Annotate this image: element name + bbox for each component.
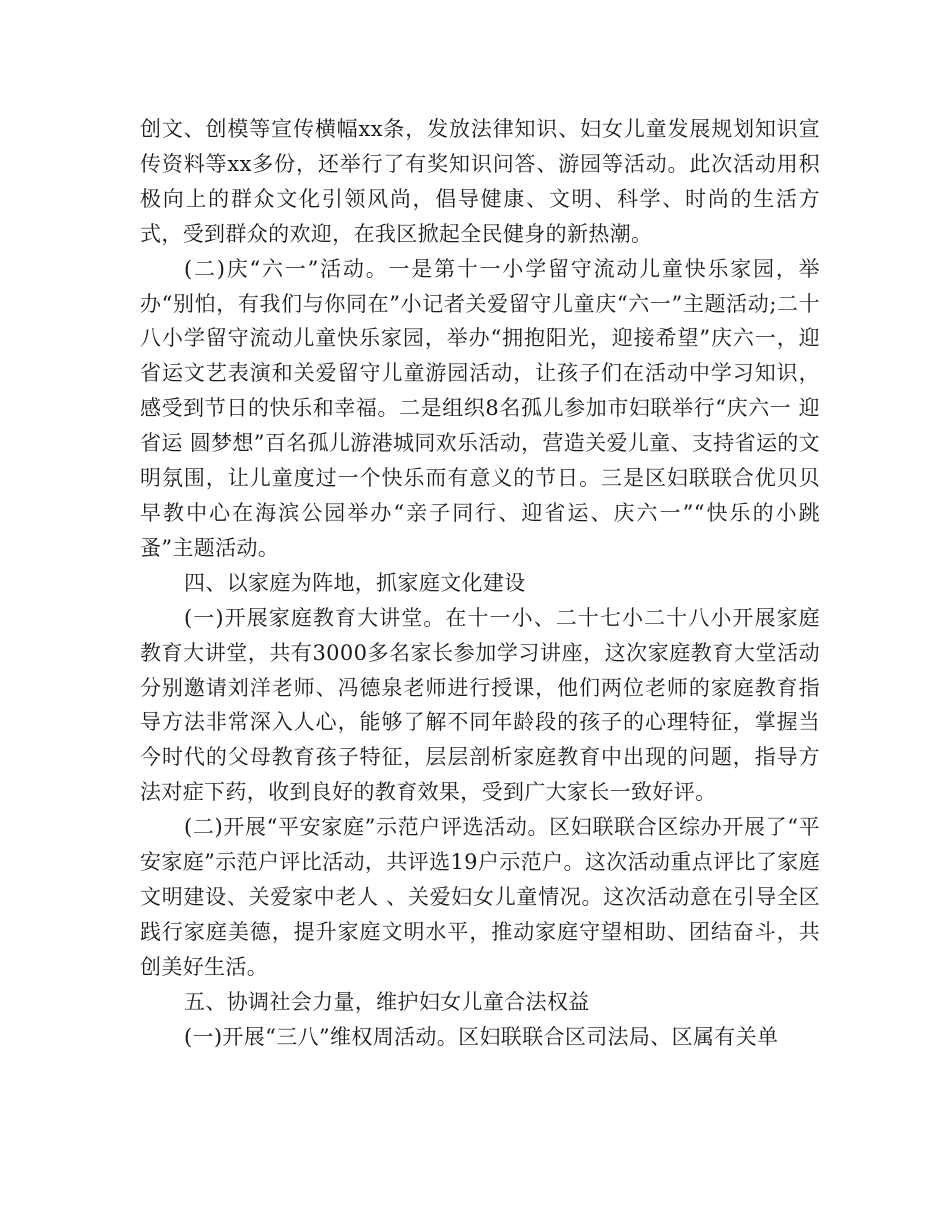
paragraph-2: (二)庆“六一”活动。一是第十一小学留守流动儿童快乐家园，举办“别怕，有我们与你同在”小记者关爱留守儿童庆“六一”主题活动;二十八小学留守流动儿童快乐家园，举办“拥抱阳光，迎接希望”庆六一，迎省运文艺表演和关爱留守儿童游园活动，让孩子们在活动中学习知识，感受到节日的快乐和幸福。二是组织8名孤儿参加市妇联举行“庆六一 迎省运 圆梦想”百名孤儿游港城同欢乐活动，营造关爱儿童、支持省运的文明氛围，让儿童度过一个快乐而有意义的节日。三是区妇联联合优贝贝早教中心在海滨公园举办“亲子同行、迎省运、庆六一”“快乐的小跳蚤”主题活动。 <box>140 256 820 560</box>
paragraph-5: (一)开展“三八”维权周活动。区妇联联合区司法局、区属有关单 <box>184 1024 779 1049</box>
paragraph-3: (一)开展家庭教育大讲堂。在十一小、二十七小二十八小开展家庭教育大讲堂，共有3000多名家长参加学习讲座，这次家庭教育大堂活动分别邀请刘洋老师、冯德泉老师进行授课，他们两位老师的家庭教育指导方法非常深入人心，能够了解不同年龄段的孩子的心理特征，掌握当今时代的父母教育孩子特征，层层剖析家庭教育中出现的问题，指导方法对症下药，收到良好的教育效果，受到广大家长一致好评。 <box>140 605 820 805</box>
section-heading-4: 四、以家庭为阵地，抓家庭文化建设 <box>184 570 526 595</box>
paragraph-1: 创文、创模等宣传横幅xx条，发放法律知识、妇女儿童发展规划知识宣传资料等xx多份，还举行了有奖知识问答、游园等活动。此次活动用积极向上的群众文化引领风尚，倡导健康、文明、科学、时尚的生活方式，受到群众的欢迎，在我区掀起全民健身的新热潮。 <box>140 117 820 246</box>
section-heading-5: 五、协调社会力量，维护妇女儿童合法权益 <box>184 989 590 1014</box>
paragraph-4: (二)开展“平安家庭”示范户评选活动。区妇联联合区综办开展了“平安家庭”示范户评比活动，共评选19户示范户。这次活动重点评比了家庭文明建设、关爱家中老人 、关爱妇女儿童情况。这次活动意在引导全区践行家庭美德，提升家庭文明水平，推动家庭守望相助、团结奋斗，共创美好生活。 <box>140 815 820 979</box>
document-body <box>140 112 820 1054</box>
